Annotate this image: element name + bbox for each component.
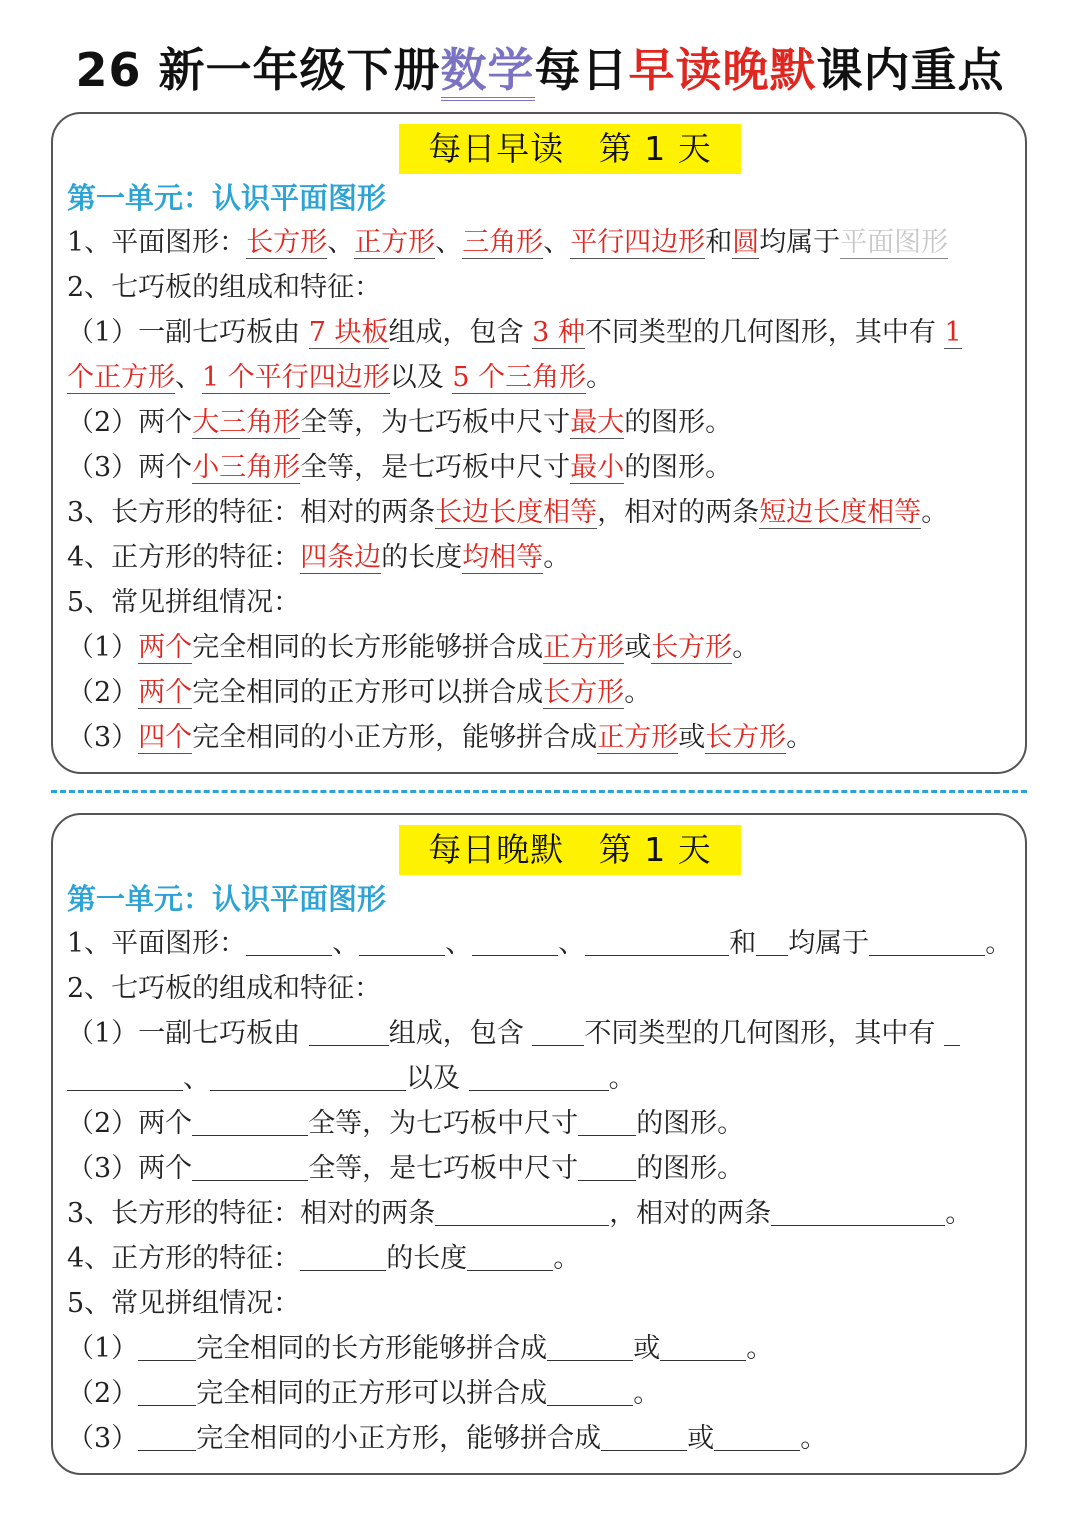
morning-line-8: 4、正方形的特征：四条边的长度均相等。 bbox=[67, 542, 571, 573]
evening-line-2: 2、七巧板的组成和特征： bbox=[67, 973, 382, 1004]
evening-line-6: （3）两个 全等，是七巧板中尺寸 的图形。 bbox=[67, 1146, 744, 1191]
evening-line-8: 4、正方形的特征： 的长度 。 bbox=[67, 1236, 580, 1281]
morning-reading-card bbox=[51, 112, 1027, 774]
morning-line-1: 1、平面图形：长方形、正方形、三角形、平行四边形和圆均属于平面图形 bbox=[67, 227, 949, 258]
morning-line-9: 5、常见拼组情况： bbox=[67, 587, 301, 618]
watermark-text: 平面图形 bbox=[840, 227, 949, 258]
evening-dictation-card bbox=[51, 813, 1027, 1475]
evening-line-9: 5、常见拼组情况： bbox=[67, 1288, 301, 1319]
morning-unit-heading: 第一单元：认识平面图形 bbox=[67, 181, 387, 215]
section-divider bbox=[51, 790, 1027, 793]
morning-line-3: （1）一副七巧板由 7 块板组成，包含 3 种不同类型的几何图形，其中有 1 bbox=[67, 317, 962, 348]
title-suffix: 课内重点 bbox=[816, 43, 1005, 97]
morning-badge: 每日早读 第 1 天 bbox=[399, 124, 741, 174]
evening-line-7: 3、长方形的特征：相对的两条 ，相对的两条 。 bbox=[67, 1191, 972, 1236]
page-title bbox=[0, 40, 1080, 100]
morning-line-12: （3）四个完全相同的小正方形，能够拼合成正方形或长方形。 bbox=[67, 722, 814, 753]
evening-line-12: （3） 完全相同的小正方形，能够拼合成 或 。 bbox=[67, 1416, 827, 1461]
title-highlight: 早读晚默 bbox=[628, 43, 817, 97]
morning-line-4: 个正方形、1 个平行四边形以及 5 个三角形。 bbox=[67, 362, 614, 393]
morning-line-6: （3）两个小三角形全等，是七巧板中尺寸最小的图形。 bbox=[67, 452, 733, 483]
evening-unit-heading: 第一单元：认识平面图形 bbox=[67, 882, 387, 916]
evening-line-11: （2） 完全相同的正方形可以拼合成 。 bbox=[67, 1371, 660, 1416]
evening-line-1: 1、平面图形： 、 、 、 和 均属于 。 bbox=[67, 921, 1012, 966]
evening-line-5: （2）两个 全等，为七巧板中尺寸 的图形。 bbox=[67, 1101, 744, 1146]
evening-line-4: 、 以及 。 bbox=[67, 1056, 636, 1101]
morning-line-11: （2）两个完全相同的正方形可以拼合成长方形。 bbox=[67, 677, 652, 708]
morning-line-5: （2）两个大三角形全等，为七巧板中尺寸最大的图形。 bbox=[67, 407, 733, 438]
title-subject: 数学 bbox=[441, 43, 535, 101]
morning-line-7: 3、长方形的特征：相对的两条长边长度相等，相对的两条短边长度相等。 bbox=[67, 497, 949, 528]
morning-line-2: 2、七巧板的组成和特征： bbox=[67, 272, 382, 303]
title-mid: 每日 bbox=[534, 43, 629, 97]
title-prefix: 26 新一年级下册 bbox=[75, 43, 441, 97]
morning-line-10: （1）两个完全相同的长方形能够拼合成正方形或长方形。 bbox=[67, 632, 760, 663]
evening-line-10: （1） 完全相同的长方形能够拼合成 或 。 bbox=[67, 1326, 773, 1371]
evening-line-3: （1）一副七巧板由 组成，包含 不同类型的几何图形，其中有 bbox=[67, 1011, 960, 1056]
evening-badge: 每日晚默 第 1 天 bbox=[399, 825, 741, 875]
